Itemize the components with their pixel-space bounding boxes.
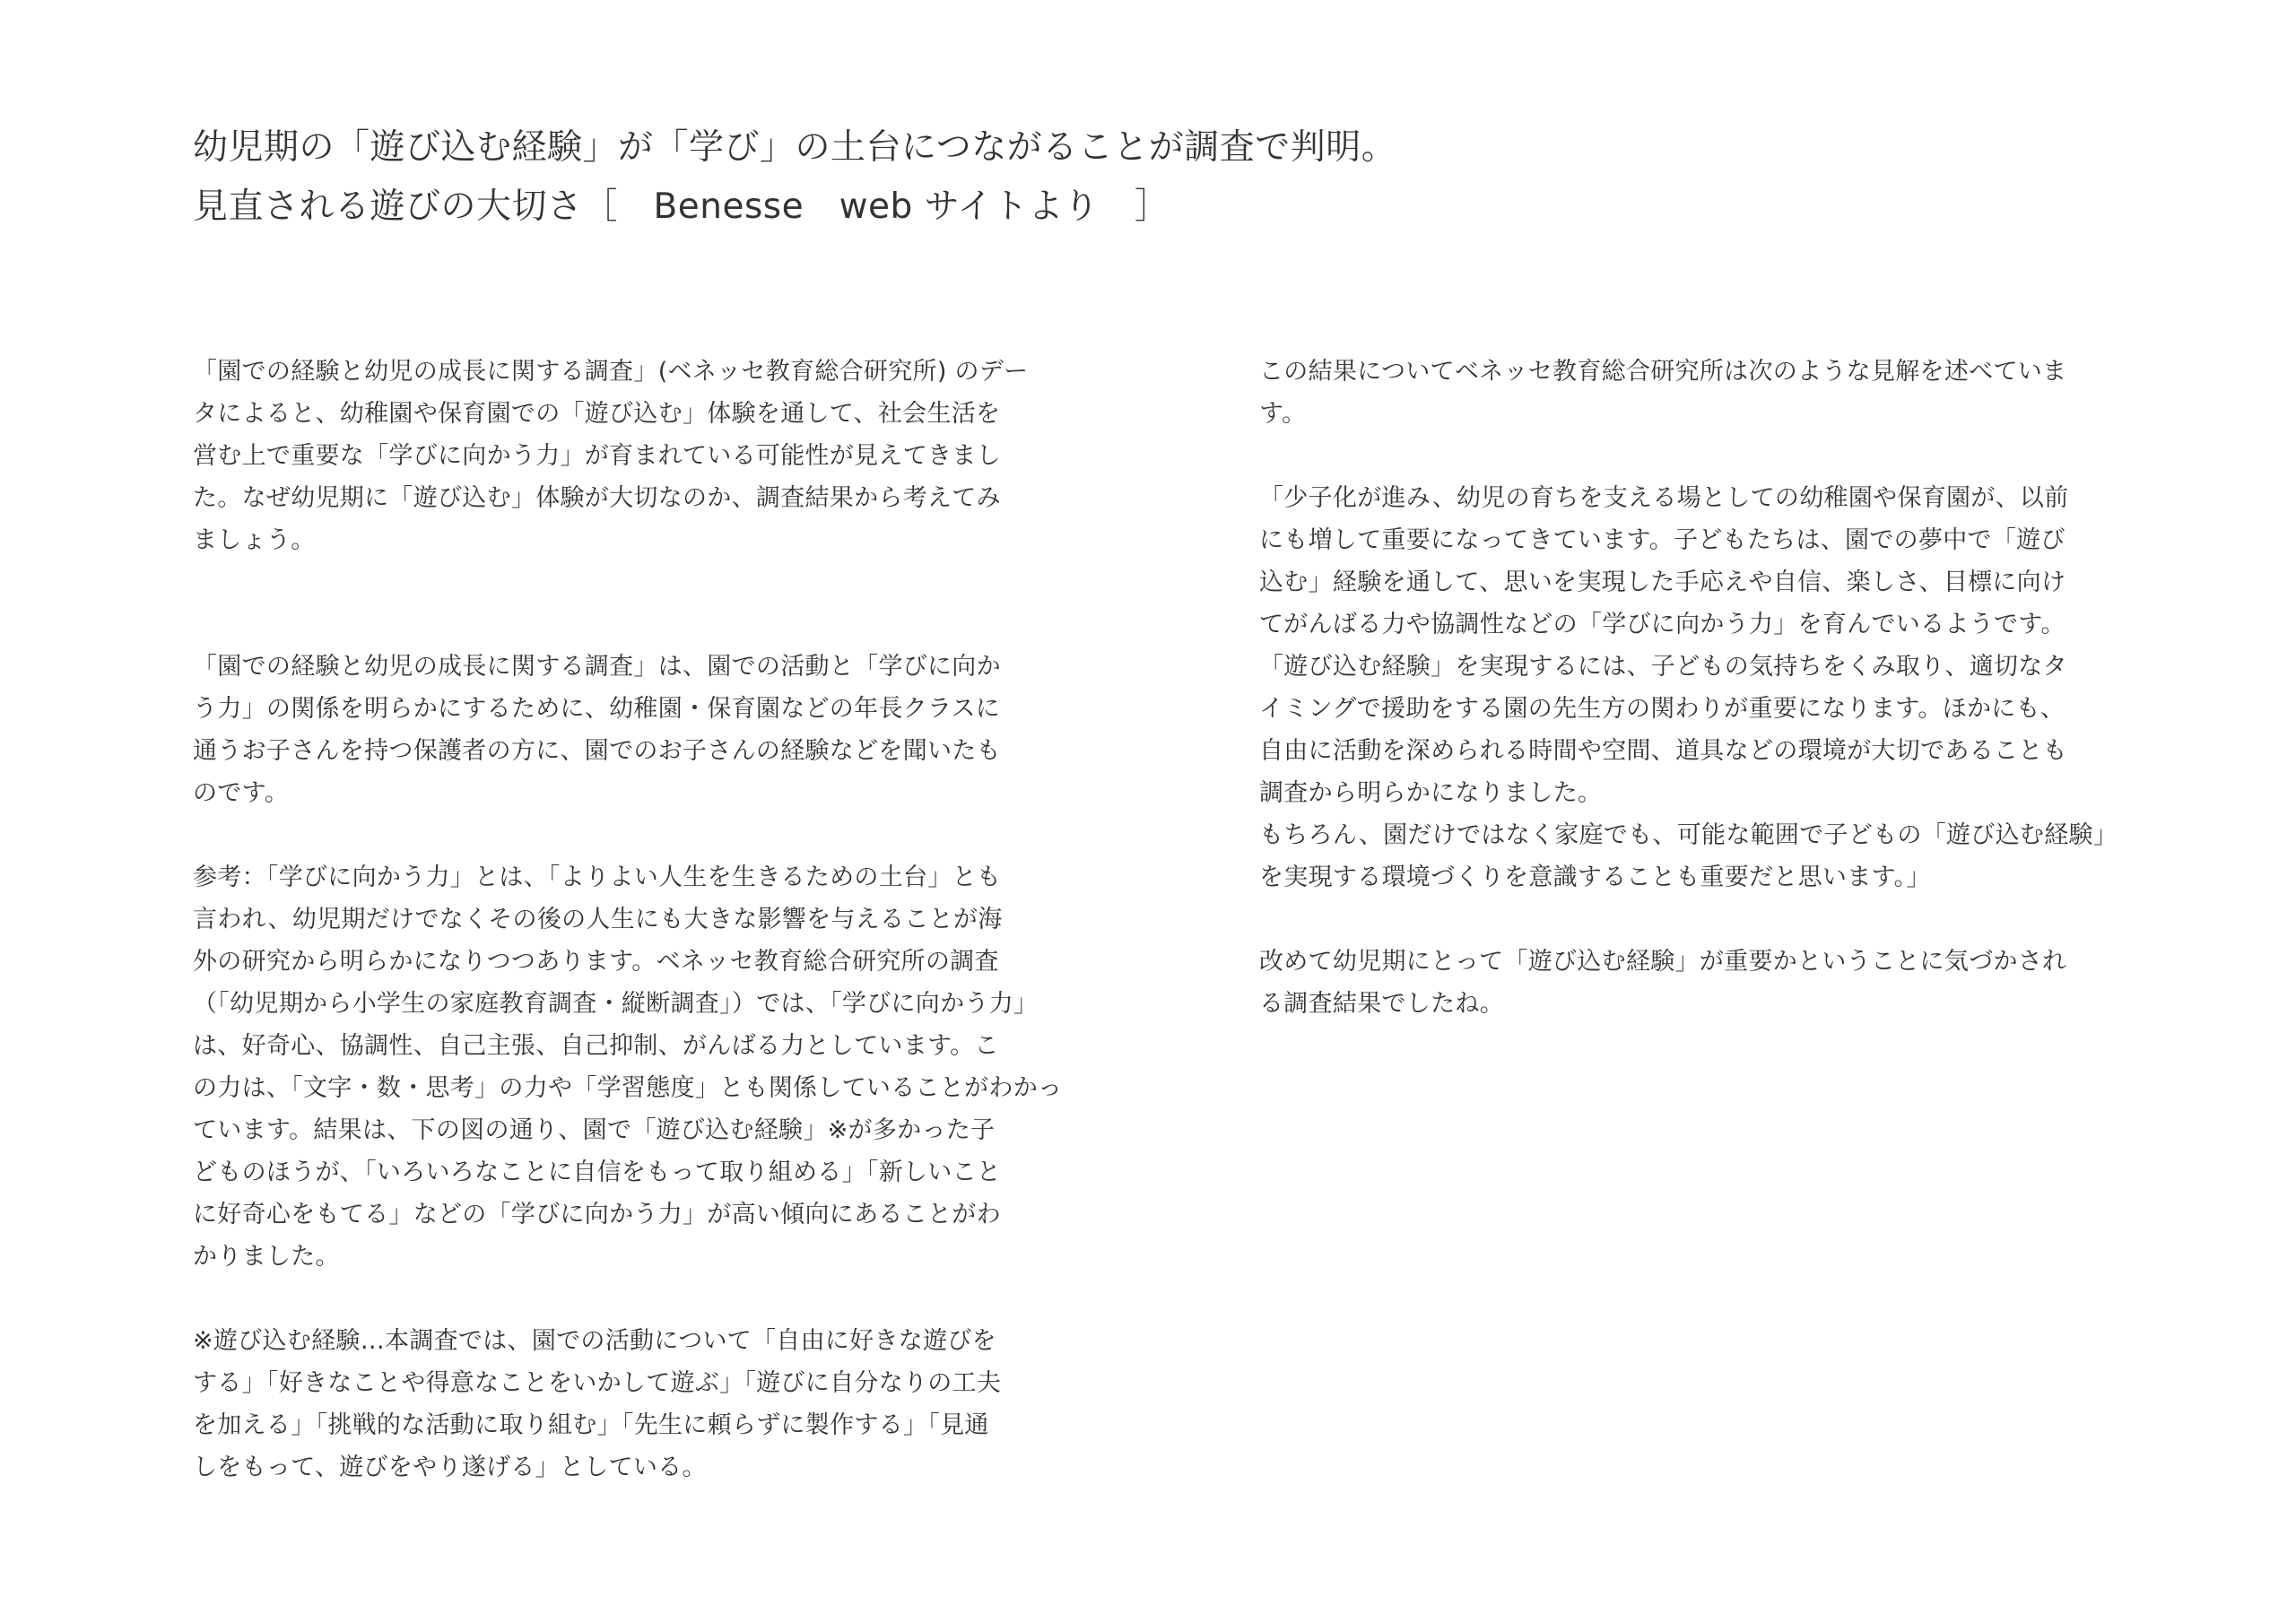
text-line: てがんばる力や協調性などの「学びに向かう力」を育んでいるようです。 — [1259, 611, 2066, 638]
left-paragraph-2 — [193, 646, 1004, 814]
text-line: かりました。 — [193, 1243, 340, 1271]
text-line: を実現する環境づくりを意識することも重要だと思います。」 — [1259, 864, 1931, 891]
text-line: る調査結果でしたね。 — [1259, 990, 1504, 1018]
text-line: ています。結果は、下の図の通り、園で「遊び込む経験」※が多かった子 — [193, 1116, 996, 1144]
text-line: タによると、幼稚園や保育園での「遊び込む」体験を通して、社会生活を — [193, 400, 1001, 428]
text-line: どものほうが、「いろいろなことに自信をもって取り組める」「新しいこと — [193, 1159, 1002, 1186]
paragraph-spacer — [1259, 898, 2071, 941]
text-line: 外の研究から明らかになりつつあります。ベネッセ教育総合研究所の調査 — [193, 948, 999, 976]
right-paragraph-2 — [1259, 477, 2118, 898]
text-line: す。 — [1259, 400, 1307, 428]
left-paragraph-1 — [193, 351, 1029, 561]
title-line-2: 見直される遊びの大切さ［ Benesse web サイトより ］ — [193, 187, 1170, 227]
paragraph-spacer — [1259, 435, 2071, 477]
left-paragraph-3 — [193, 856, 1063, 1278]
text-line: た。なぜ幼児期に「遊び込む」体験が大切なのか、調査結果から考えてみ — [193, 484, 1001, 512]
text-line: を加える」「挑戦的な活動に取り組む」「先生に頼らずに製作する」「見通 — [193, 1411, 989, 1439]
right-paragraph-1 — [1259, 351, 2071, 435]
left-column — [193, 351, 1063, 1488]
title-line-1: 幼児期の「遊び込む経験」が「学び」の土台につながることが調査で判明。 — [193, 127, 1397, 168]
article-title — [193, 118, 1897, 237]
text-line: 改めて幼児期にとって「遊び込む経験」が重要かということに気づかされ — [1259, 948, 2067, 976]
text-line: もちろん、園だけではなく家庭でも、可能な範囲で子どもの「遊び込む経験」 — [1259, 821, 2118, 849]
text-line: 「遊び込む経験」を実現するには、子どもの気持ちをくみ取り、適切なタ — [1259, 653, 2067, 681]
text-line: 「園での経験と幼児の成長に関する調査」は、園での活動と「学びに向か — [193, 653, 1001, 681]
paragraph-spacer — [193, 561, 1004, 646]
text-line: ましょう。 — [193, 526, 316, 554]
text-line: 通うお子さんを持つ保護者の方に、園でのお子さんの経験などを聞いたも — [193, 737, 1001, 765]
text-line: ※遊び込む経験…本調査では、園での活動について「自由に好きな遊びを — [193, 1327, 996, 1355]
text-line: 「少子化が進み、幼児の育ちを支える場としての幼稚園や保育園が、以前 — [1259, 484, 2069, 512]
right-paragraph-3 — [1259, 941, 2071, 1025]
text-line: 参考：「学びに向かう力」とは、「よりよい人生を生きるための土台」とも — [193, 864, 1002, 891]
right-column — [1259, 351, 2118, 1025]
text-line: 込む」経験を通して、思いを実現した手応えや自信、楽しさ、目標に向け — [1259, 568, 2066, 596]
text-line: 「園での経験と幼児の成長に関する調査」(ベネッセ教育総合研究所) のデー — [193, 358, 1029, 386]
text-line: のです。 — [193, 779, 290, 807]
text-line: 調査から明らかになりました。 — [1259, 779, 1603, 807]
text-line: する」「好きなことや得意なことをいかして遊ぶ」「遊びに自分なりの工夫 — [193, 1369, 1002, 1397]
text-line: 自由に活動を深められる時間や空間、道具などの環境が大切であることも — [1259, 737, 2067, 765]
paragraph-spacer — [193, 1278, 1004, 1320]
text-line: の力は、「文字・数・思考」の力や「学習態度」とも関係していることがわかっ — [193, 1074, 1063, 1102]
text-line: しをもって、遊びをやり遂げる」としている。 — [193, 1454, 707, 1481]
text-line: にも増して重要になってきています。子どもたちは、園での夢中で「遊び — [1259, 526, 2066, 554]
text-line: 言われ、幼児期だけでなくその後の人生にも大きな影響を与えることが海 — [193, 906, 1003, 933]
text-line: は、好奇心、協調性、自己主張、自己抑制、がんばる力としています。こ — [193, 1032, 999, 1060]
text-line: う力」の関係を明らかにするために、幼稚園・保育園などの年長クラスに — [193, 695, 1001, 723]
text-line: （「幼児期から小学生の家庭教育調査・縦断調査」）では、「学びに向かう力」 — [193, 990, 1039, 1018]
text-line: 営む上で重要な「学びに向かう力」が育まれている可能性が見えてきまし — [193, 442, 1001, 470]
paragraph-spacer — [193, 814, 1004, 856]
text-line: に好奇心をもてる」などの「学びに向かう力」が高い傾向にあることがわ — [193, 1201, 1001, 1228]
text-line: イミングで援助をする園の先生方の関わりが重要になります。ほかにも、 — [1259, 695, 2066, 723]
left-paragraph-4 — [193, 1320, 1004, 1488]
text-line: この結果についてベネッセ教育総合研究所は次のような見解を述べていま — [1259, 358, 2067, 386]
